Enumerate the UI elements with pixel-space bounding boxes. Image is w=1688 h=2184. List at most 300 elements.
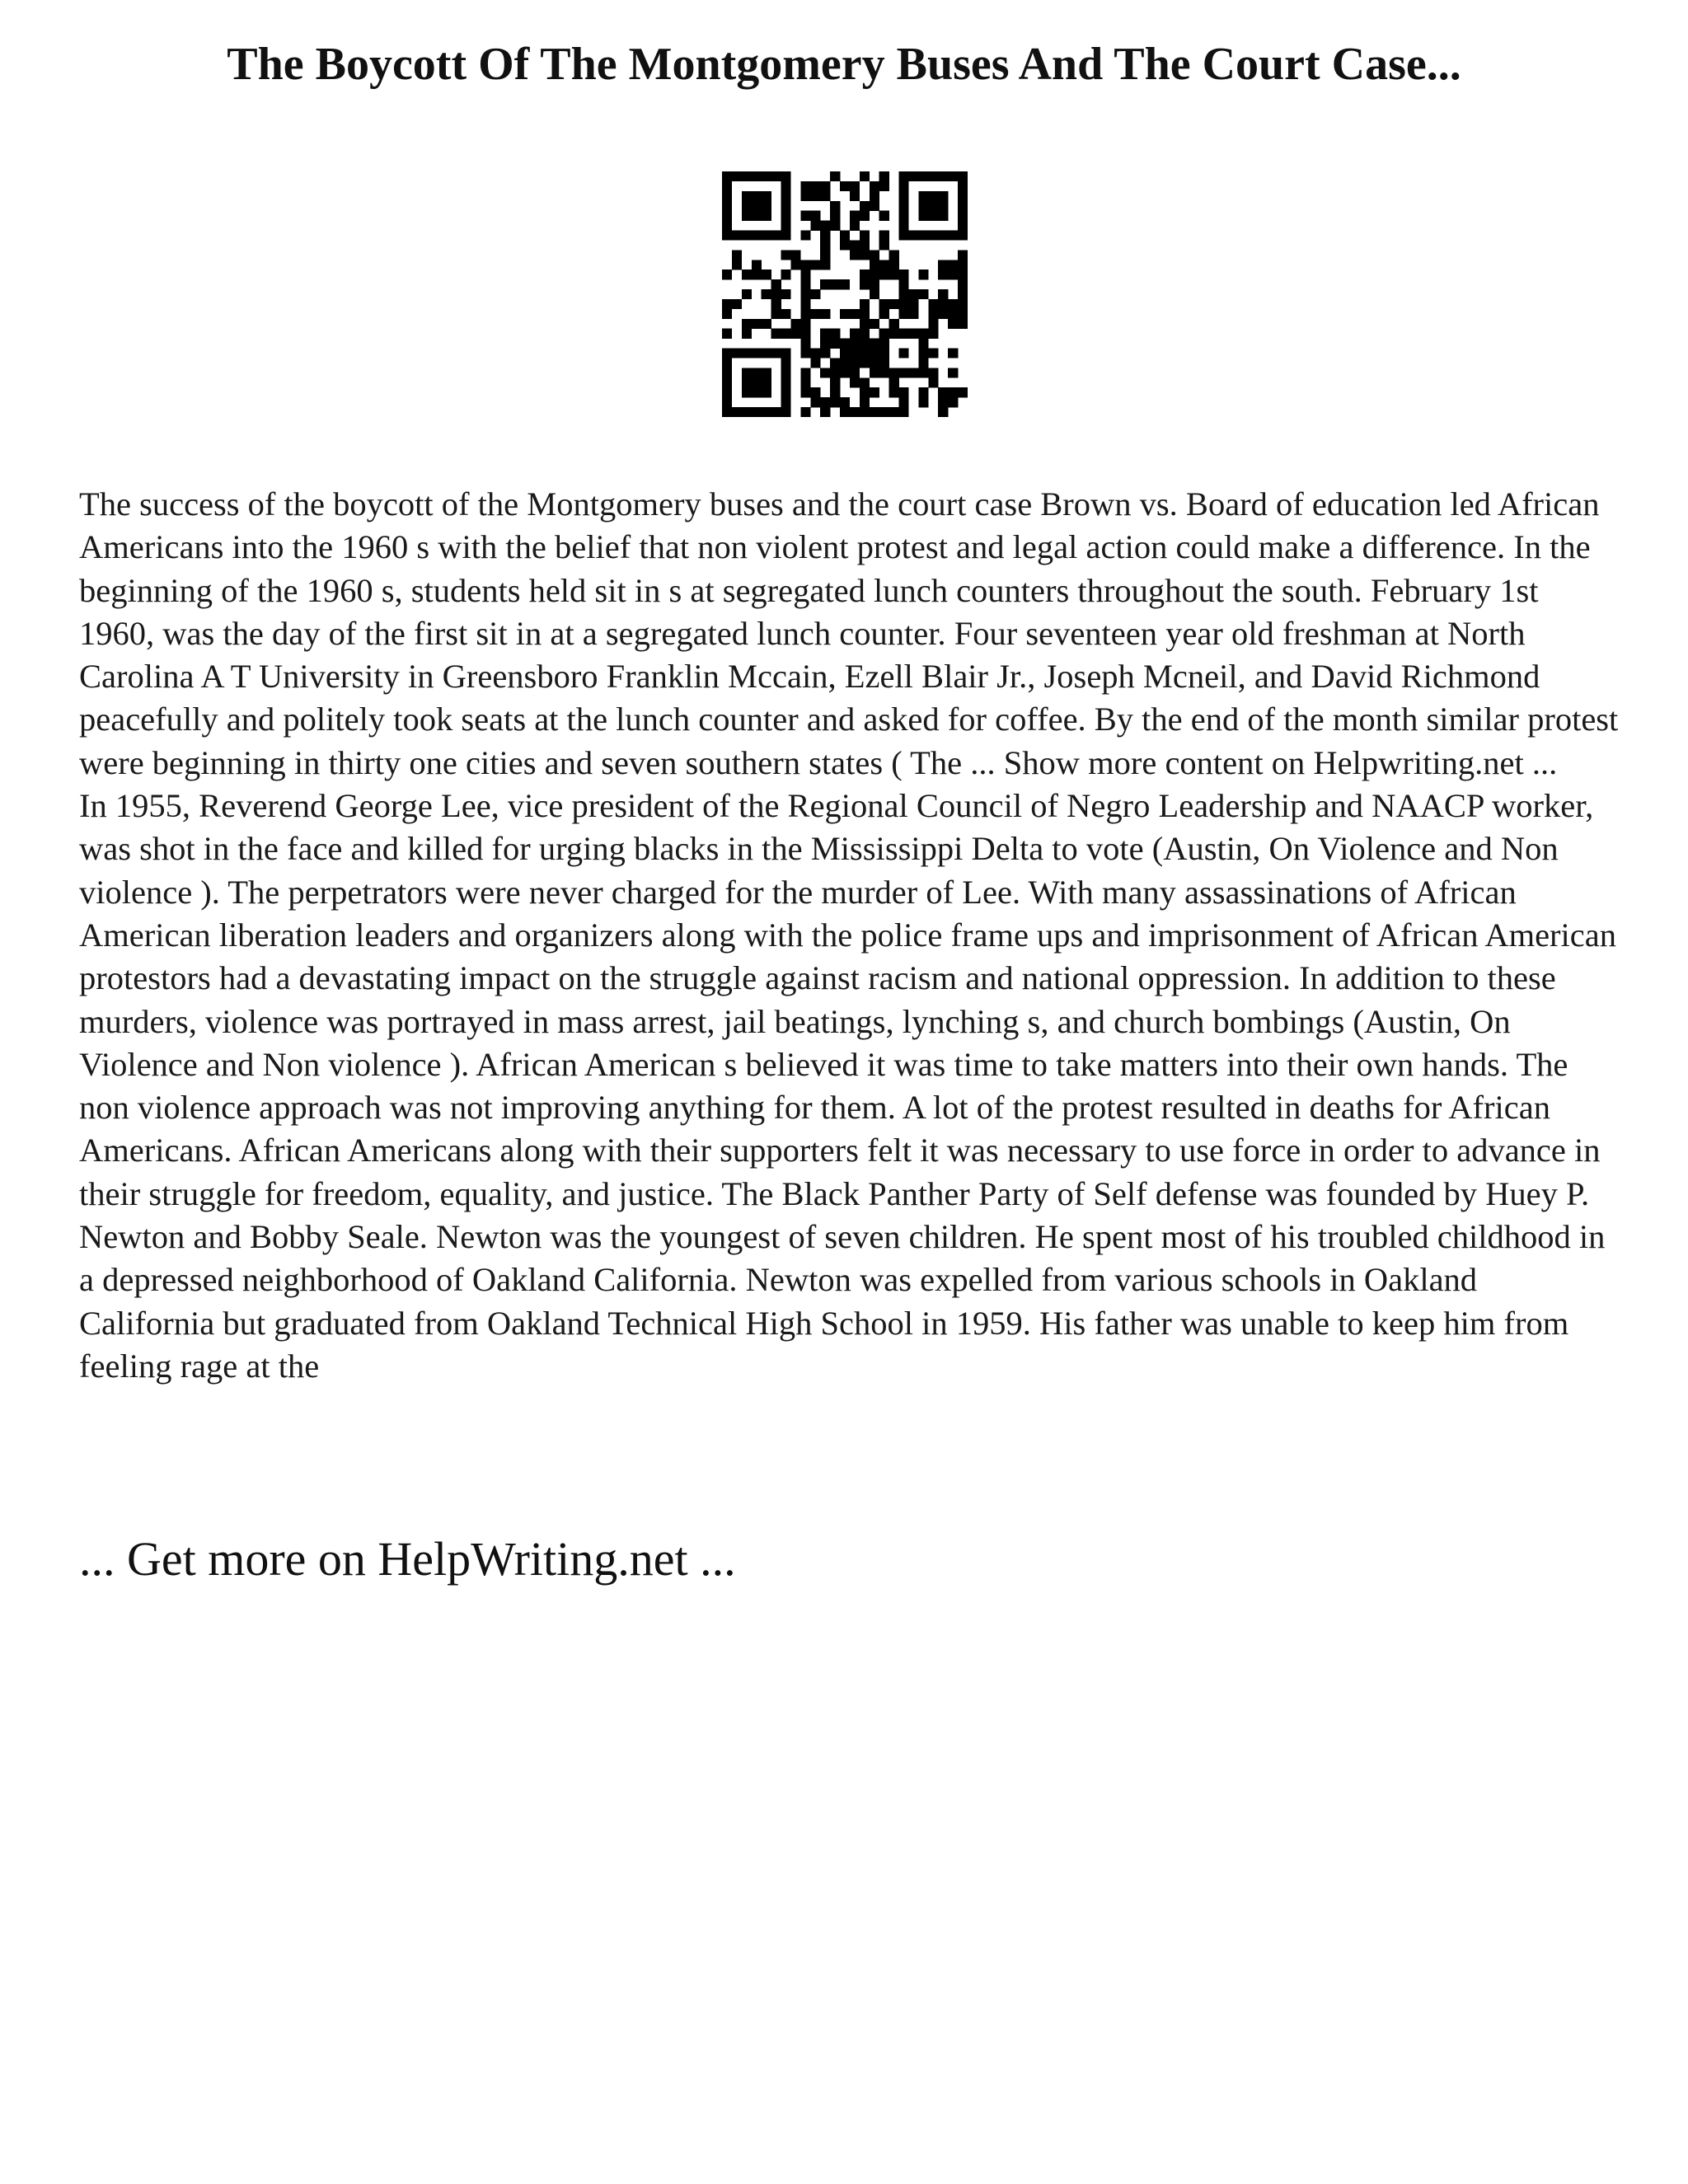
qr-module <box>889 407 899 417</box>
qr-module <box>899 407 909 417</box>
qr-module <box>958 260 968 269</box>
qr-module <box>830 368 840 377</box>
qr-module <box>732 250 742 260</box>
qr-module <box>830 387 840 397</box>
qr-module <box>958 289 968 299</box>
qr-module <box>742 368 752 377</box>
qr-module <box>928 319 938 329</box>
qr-module <box>850 240 860 250</box>
qr-module <box>830 339 840 349</box>
qr-module <box>752 319 762 329</box>
qr-module <box>820 231 830 241</box>
qr-module <box>948 269 958 279</box>
qr-module <box>762 269 771 279</box>
qr-module <box>732 407 742 417</box>
qr-module <box>800 211 810 221</box>
qr-module <box>870 387 879 397</box>
qr-module <box>860 269 870 279</box>
qr-module <box>752 171 762 181</box>
qr-module <box>958 231 968 241</box>
qr-module <box>762 289 771 299</box>
qr-module <box>722 349 732 359</box>
qr-module <box>781 349 791 359</box>
qr-module <box>928 171 938 181</box>
qr-module <box>742 231 752 241</box>
qr-module <box>879 358 889 368</box>
qr-module <box>870 339 879 349</box>
qr-module <box>948 397 958 407</box>
qr-module <box>800 377 810 387</box>
qr-module <box>752 368 762 377</box>
qr-module <box>850 250 860 260</box>
qr-module <box>928 231 938 241</box>
qr-module <box>752 260 762 269</box>
qr-module <box>899 329 909 339</box>
qr-module <box>899 211 909 221</box>
qr-module <box>752 191 762 201</box>
qr-module <box>722 181 732 191</box>
qr-module <box>870 201 879 211</box>
qr-module <box>850 309 860 319</box>
qr-module <box>722 221 732 231</box>
qr-module <box>820 191 830 201</box>
qr-module <box>938 201 948 211</box>
qr-module <box>860 329 870 339</box>
qr-module <box>938 231 948 241</box>
qr-module <box>742 329 752 339</box>
qr-module <box>889 377 899 387</box>
qr-module <box>899 201 909 211</box>
qr-module <box>860 250 870 260</box>
qr-module <box>830 329 840 339</box>
qr-module <box>722 377 732 387</box>
qr-module <box>860 299 870 309</box>
qr-module <box>752 349 762 359</box>
qr-module <box>889 368 899 377</box>
qr-module <box>820 279 830 289</box>
qr-module <box>762 211 771 221</box>
qr-module <box>850 349 860 359</box>
qr-module <box>781 358 791 368</box>
qr-module <box>879 260 889 269</box>
qr-module <box>781 289 791 299</box>
qr-module <box>870 319 879 329</box>
qr-module <box>800 299 810 309</box>
qr-module <box>889 260 899 269</box>
qr-module <box>938 387 948 397</box>
qr-module <box>870 289 879 299</box>
qr-module <box>948 319 958 329</box>
qr-module <box>860 309 870 319</box>
qr-module <box>781 250 791 260</box>
get-more-link[interactable]: ... Get more on HelpWriting.net ... <box>79 1532 736 1586</box>
qr-module <box>918 339 928 349</box>
qr-module <box>742 201 752 211</box>
qr-module <box>742 377 752 387</box>
qr-code-icon[interactable] <box>722 171 968 417</box>
qr-module <box>762 191 771 201</box>
qr-module <box>762 387 771 397</box>
qr-module <box>830 201 840 211</box>
qr-module <box>732 171 742 181</box>
qr-module <box>762 368 771 377</box>
qr-module <box>820 240 830 250</box>
qr-module <box>742 407 752 417</box>
qr-module <box>860 397 870 407</box>
qr-module <box>771 279 781 289</box>
paragraph: In 1955, Reverend George Lee, vice president of the Regional Council of Negro Leadership and NAACP worker, was shot in the face and killed for urging blacks in the Mississippi Delta to vote (Austin, On Violence and Non violence ). The perpetrators were never charged for the murder of Lee. With many assassinations of African American liberation leaders and organizers along with the police frame ups and imprisonment of African American protestors had a devastating impact on the struggle against racism and national oppression. In addition to these murders, violence was portrayed in mass arrest, jail beatings, lynching s, and church bombings (Austin, On Violence and Non violence ). African American s believed it was time to take matters into their own hands. The non violence approach was not improving anything for them. A lot of the protest resulted in deaths for African Americans. African Americans along with their supporters felt it was necessary to use force in order to advance in their struggle for freedom, equality, and justice. The Black Panther Party of Self defense was founded by Huey P. Newton and Bobby Seale. Newton was the youngest of seven children. He spent most of his troubled childhood in a depressed neighborhood of Oakland California. Newton was expelled from various schools in Oakland California but graduated from Oakland Technical High School in 1959. His father was unable to keep him from feeling rage at the <box>79 787 1616 1385</box>
qr-module <box>918 171 928 181</box>
qr-module <box>722 191 732 201</box>
qr-module <box>899 181 909 191</box>
qr-module <box>810 260 820 269</box>
qr-module <box>948 309 958 319</box>
qr-module <box>722 201 732 211</box>
qr-module <box>742 289 752 299</box>
qr-module <box>742 171 752 181</box>
qr-module <box>762 171 771 181</box>
qr-module <box>771 289 781 299</box>
qr-module <box>879 181 889 191</box>
qr-module <box>781 377 791 387</box>
qr-module <box>850 181 860 191</box>
qr-module <box>870 368 879 377</box>
qr-module <box>870 181 879 191</box>
qr-module <box>752 269 762 279</box>
qr-module <box>928 377 938 387</box>
qr-module <box>771 309 781 319</box>
qr-module <box>889 387 899 397</box>
qr-module <box>879 407 889 417</box>
qr-module <box>840 397 850 407</box>
qr-module <box>781 211 791 221</box>
qr-module <box>850 191 860 201</box>
qr-module <box>918 329 928 339</box>
qr-module <box>781 407 791 417</box>
qr-module <box>722 407 732 417</box>
qr-module <box>800 181 810 191</box>
qr-module <box>918 397 928 407</box>
qr-module <box>830 171 840 181</box>
qr-module <box>722 368 732 377</box>
qr-module <box>781 171 791 181</box>
qr-module <box>771 349 781 359</box>
qr-module <box>879 309 889 319</box>
qr-module <box>918 269 928 279</box>
qr-module <box>870 349 879 359</box>
qr-module <box>820 250 830 260</box>
qr-module <box>870 191 879 201</box>
qr-module <box>908 329 918 339</box>
qr-module <box>800 289 810 299</box>
qr-module <box>752 377 762 387</box>
qr-module <box>722 309 732 319</box>
qr-module <box>899 221 909 231</box>
qr-module <box>722 387 732 397</box>
qr-module <box>810 349 820 359</box>
qr-module <box>860 231 870 241</box>
qr-module <box>938 299 948 309</box>
qr-module <box>742 387 752 397</box>
qr-code-graphic <box>722 171 968 417</box>
qr-module <box>879 269 889 279</box>
qr-module <box>860 349 870 359</box>
qr-module <box>918 358 928 368</box>
qr-module <box>958 299 968 309</box>
qr-module <box>899 191 909 201</box>
qr-module <box>722 299 732 309</box>
qr-module <box>889 329 899 339</box>
qr-module <box>830 358 840 368</box>
qr-module <box>958 269 968 279</box>
qr-module <box>948 260 958 269</box>
qr-module <box>810 211 820 221</box>
qr-module <box>879 368 889 377</box>
qr-module <box>790 329 800 339</box>
qr-module <box>899 171 909 181</box>
qr-module <box>742 211 752 221</box>
qr-module <box>918 211 928 221</box>
qr-module <box>850 358 860 368</box>
qr-module <box>762 201 771 211</box>
qr-module <box>800 368 810 377</box>
qr-module <box>879 299 889 309</box>
qr-module <box>860 240 870 250</box>
qr-module <box>752 407 762 417</box>
qr-module <box>899 269 909 279</box>
qr-module <box>810 387 820 397</box>
qr-module <box>938 260 948 269</box>
qr-module <box>722 211 732 221</box>
qr-module <box>918 349 928 359</box>
qr-module <box>840 368 850 377</box>
qr-module <box>860 319 870 329</box>
qr-module <box>899 289 909 299</box>
qr-module <box>830 279 840 289</box>
qr-module <box>889 319 899 329</box>
qr-module <box>840 407 850 417</box>
qr-module <box>899 397 909 407</box>
qr-module <box>840 339 850 349</box>
qr-module <box>790 250 800 260</box>
qr-module <box>860 211 870 221</box>
qr-module <box>840 240 850 250</box>
qr-module <box>899 387 909 397</box>
qr-module <box>800 329 810 339</box>
qr-module <box>870 250 879 260</box>
qr-module <box>781 309 791 319</box>
qr-module <box>820 397 830 407</box>
qr-module <box>899 231 909 241</box>
qr-module <box>742 319 752 329</box>
qr-module <box>781 368 791 377</box>
qr-module <box>850 339 860 349</box>
qr-module <box>800 387 810 397</box>
qr-module <box>938 309 948 319</box>
qr-module <box>958 319 968 329</box>
qr-module <box>781 181 791 191</box>
qr-module <box>928 299 938 309</box>
qr-module <box>958 279 968 289</box>
qr-module <box>722 231 732 241</box>
qr-module <box>860 407 870 417</box>
qr-module <box>850 368 860 377</box>
qr-module <box>742 191 752 201</box>
qr-module <box>908 368 918 377</box>
qr-module <box>771 329 781 339</box>
qr-module <box>762 319 771 329</box>
qr-module <box>928 309 938 319</box>
qr-module <box>840 349 850 359</box>
qr-module <box>948 299 958 309</box>
qr-module <box>870 358 879 368</box>
qr-module <box>820 309 830 319</box>
qr-module <box>899 309 909 319</box>
qr-module <box>800 269 810 279</box>
qr-module <box>899 299 909 309</box>
qr-module <box>800 309 810 319</box>
qr-module <box>889 299 899 309</box>
qr-module <box>850 221 860 231</box>
qr-module <box>790 260 800 269</box>
qr-module <box>820 260 830 269</box>
qr-module <box>830 397 840 407</box>
qr-module <box>928 191 938 201</box>
qr-module <box>800 191 810 201</box>
qr-module <box>820 329 830 339</box>
qr-module <box>800 231 810 241</box>
qr-module <box>781 191 791 201</box>
qr-module <box>958 221 968 231</box>
qr-module <box>938 397 948 407</box>
qr-module <box>850 377 860 387</box>
qr-module <box>918 201 928 211</box>
qr-module <box>938 289 948 299</box>
qr-module <box>820 349 830 359</box>
qr-module <box>840 231 850 241</box>
qr-module <box>879 329 889 339</box>
qr-module <box>820 407 830 417</box>
qr-module <box>870 279 879 289</box>
qr-module <box>850 329 860 339</box>
qr-module <box>752 231 762 241</box>
qr-module <box>732 260 742 269</box>
qr-module <box>800 279 810 289</box>
page-title: The Boycott Of The Montgomery Buses And The Court Case... <box>227 39 1461 90</box>
qr-module <box>810 181 820 191</box>
qr-module <box>889 269 899 279</box>
qr-module <box>918 191 928 201</box>
qr-module <box>870 269 879 279</box>
qr-module <box>771 171 781 181</box>
qr-module <box>918 289 928 299</box>
qr-module <box>938 211 948 221</box>
qr-module <box>879 349 889 359</box>
qr-module <box>781 221 791 231</box>
qr-module <box>840 181 850 191</box>
qr-module <box>840 358 850 368</box>
qr-module <box>742 349 752 359</box>
qr-module <box>958 211 968 221</box>
qr-module <box>810 289 820 299</box>
qr-module <box>722 329 732 339</box>
qr-module <box>918 387 928 397</box>
qr-module <box>762 377 771 387</box>
qr-module <box>948 171 958 181</box>
qr-module <box>958 201 968 211</box>
qr-module <box>948 349 958 359</box>
qr-module <box>958 250 968 260</box>
qr-module <box>781 397 791 407</box>
qr-module <box>820 181 830 191</box>
qr-module <box>899 368 909 377</box>
qr-module <box>879 171 889 181</box>
qr-module <box>958 181 968 191</box>
qr-module <box>908 171 918 181</box>
qr-module <box>899 349 909 359</box>
qr-module <box>958 309 968 319</box>
qr-module <box>771 231 781 241</box>
qr-module <box>958 191 968 201</box>
qr-module <box>732 349 742 359</box>
qr-module <box>928 211 938 221</box>
qr-module <box>908 309 918 319</box>
qr-module <box>722 397 732 407</box>
qr-module <box>958 387 968 397</box>
qr-module <box>762 231 771 241</box>
qr-module <box>870 260 879 269</box>
qr-module <box>810 397 820 407</box>
qr-module <box>830 221 840 231</box>
qr-module <box>870 407 879 417</box>
qr-module <box>752 201 762 211</box>
qr-module <box>908 299 918 309</box>
qr-module <box>722 171 732 181</box>
qr-module <box>830 377 840 387</box>
qr-module <box>860 279 870 289</box>
qr-module <box>820 339 830 349</box>
qr-module <box>860 377 870 387</box>
qr-module <box>889 250 899 260</box>
qr-module <box>928 201 938 211</box>
qr-module <box>800 339 810 349</box>
qr-module <box>830 211 840 221</box>
qr-module <box>762 349 771 359</box>
qr-module <box>928 368 938 377</box>
qr-module <box>820 221 830 231</box>
qr-module <box>928 349 938 359</box>
qr-module <box>771 407 781 417</box>
qr-module <box>850 211 860 221</box>
qr-module <box>860 201 870 211</box>
qr-module <box>850 407 860 417</box>
qr-module <box>948 368 958 377</box>
qr-module <box>938 191 948 201</box>
article-body <box>79 483 1620 1388</box>
qr-module <box>928 329 938 339</box>
qr-module <box>790 319 800 329</box>
qr-module <box>810 191 820 201</box>
qr-module <box>771 299 781 309</box>
qr-module <box>860 339 870 349</box>
qr-module <box>879 240 889 250</box>
qr-module <box>800 260 810 269</box>
qr-module <box>722 358 732 368</box>
paragraph: The success of the boycott of the Montgomery buses and the court case Brown vs. Board of education led African Americans into the 1960 s with the belief that non violent protest and legal action could make a difference. In the beginning of the 1960 s, students held sit in s at segregated lunch counters throughout the south. February 1st 1960, was the day of the first sit in at a segregated lunch counter. Four seventeen year old freshman at North Carolina A T University in Greensboro Franklin Mccain, Ezell Blair Jr., Joseph Mcneil, and David Richmond peacefully and politely took seats at the lunch counter and asked for coffee. By the end of the month similar protest were beginning in thirty one cities and seven southern states ( The ... Show more content on Helpwriting.net ... <box>79 485 1619 781</box>
qr-module <box>800 349 810 359</box>
qr-module <box>781 269 791 279</box>
qr-module <box>918 368 928 377</box>
